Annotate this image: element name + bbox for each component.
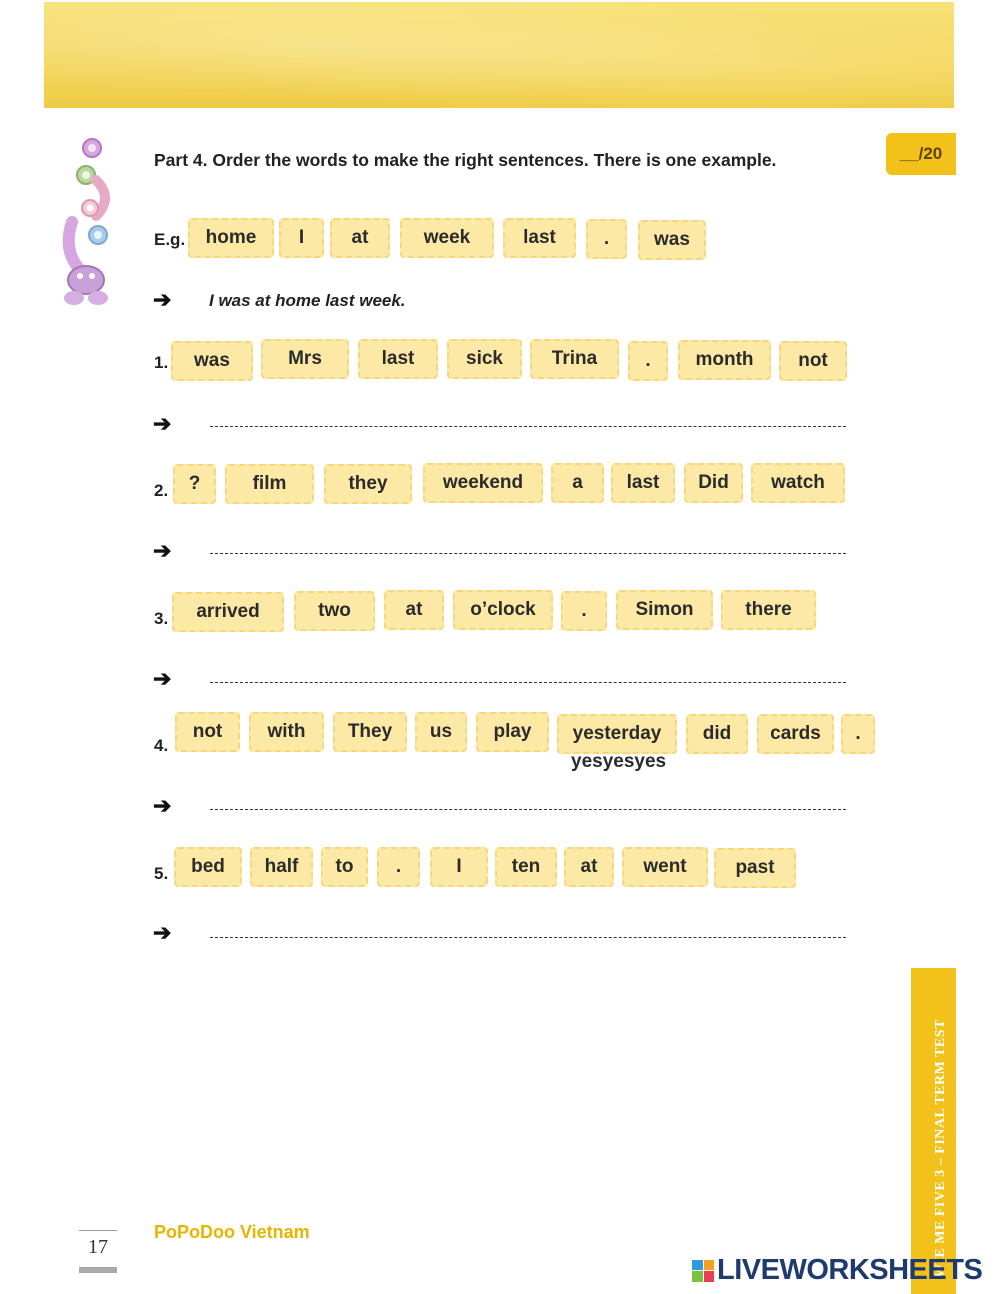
word-tile[interactable]: Did (684, 463, 743, 503)
word-tile[interactable]: watch (751, 463, 845, 503)
instruction-text: Part 4. Order the words to make the right sentences. There is one example. (154, 150, 777, 170)
word-tile[interactable]: last (611, 463, 675, 503)
score-badge: __/20 (886, 133, 956, 175)
example-label: E.g. (154, 230, 186, 249)
arrow-icon: ➔ (153, 666, 172, 691)
typed-text: yesyesyes (571, 751, 667, 772)
word-tile[interactable]: at (384, 590, 444, 630)
word-tile[interactable]: not (779, 341, 847, 381)
header-banner (44, 2, 954, 108)
question-2-label: 2. (154, 481, 169, 500)
word-tile[interactable]: o’clock (453, 590, 553, 630)
word-tile[interactable]: cards (757, 714, 834, 754)
question-3-label: 3. (154, 609, 169, 628)
word-tile[interactable]: film (225, 464, 314, 504)
word-tile[interactable]: sick (447, 339, 522, 379)
word-tile[interactable]: . (841, 714, 875, 754)
word-tile[interactable]: ? (173, 464, 216, 504)
word-tile[interactable]: . (628, 341, 668, 381)
arrow-icon: ➔ (153, 538, 172, 563)
side-tab (911, 968, 956, 1294)
word-tile[interactable]: at (330, 218, 390, 258)
word-tile[interactable]: at (564, 847, 614, 887)
watermark-text: LIVEWORKSHEETS (717, 1254, 983, 1286)
question-1-label: 1. (154, 353, 169, 372)
word-tile[interactable]: last (358, 339, 438, 379)
word-tile[interactable]: yesterday (557, 714, 677, 754)
answer-line-5[interactable] (210, 937, 846, 938)
word-tile[interactable]: last (503, 218, 576, 258)
question-4-label: 4. (154, 736, 169, 755)
word-tile[interactable]: us (415, 712, 467, 752)
word-tile[interactable]: They (333, 712, 407, 752)
word-tile[interactable]: was (638, 220, 706, 260)
page-number: 17 (79, 1230, 117, 1273)
word-tile[interactable]: Simon (616, 590, 713, 630)
side-tab-text: WIE ME FIVE 3 – FINAL TERM TEST (933, 1019, 948, 1278)
answer-line-1[interactable] (210, 426, 846, 427)
word-tile[interactable]: week (400, 218, 494, 258)
word-tile[interactable]: home (188, 218, 274, 258)
word-tile[interactable]: . (377, 847, 420, 887)
liveworksheets-logo-icon (692, 1260, 714, 1282)
example-answer: I was at home last week. (209, 291, 406, 310)
word-tile[interactable]: weekend (423, 463, 543, 503)
arrow-icon: ➔ (153, 287, 172, 312)
word-tile[interactable]: arrived (172, 592, 284, 632)
word-tile[interactable]: with (249, 712, 324, 752)
word-tile[interactable]: bed (174, 847, 242, 887)
word-tile[interactable]: there (721, 590, 816, 630)
liveworksheets-watermark (692, 1254, 982, 1287)
word-tile[interactable]: play (476, 712, 549, 752)
answer-line-2[interactable] (210, 553, 846, 554)
word-tile[interactable]: month (678, 340, 771, 380)
answer-line-3[interactable] (210, 682, 846, 683)
word-tile[interactable]: was (171, 341, 253, 381)
word-tile[interactable]: not (175, 712, 240, 752)
arrow-icon: ➔ (153, 411, 172, 436)
word-tile[interactable]: past (714, 848, 796, 888)
question-5-label: 5. (154, 864, 169, 883)
popodoo-mascot-icon (52, 130, 122, 310)
arrow-icon: ➔ (153, 920, 172, 945)
answer-line-4[interactable] (210, 809, 846, 810)
word-tile[interactable]: Trina (530, 339, 619, 379)
word-tile[interactable]: I (430, 847, 488, 887)
word-tile[interactable]: did (686, 714, 748, 754)
word-tile[interactable]: half (250, 847, 313, 887)
word-tile[interactable]: went (622, 847, 708, 887)
word-tile[interactable]: ten (495, 847, 557, 887)
word-tile[interactable]: . (561, 591, 607, 631)
word-tile[interactable]: they (324, 464, 412, 504)
word-tile[interactable]: . (586, 219, 627, 259)
word-tile[interactable]: to (321, 847, 368, 887)
word-tile[interactable]: Mrs (261, 339, 349, 379)
brand-name: PoPoDoo Vietnam (154, 1222, 310, 1242)
arrow-icon: ➔ (153, 793, 172, 818)
word-tile[interactable]: I (279, 218, 324, 258)
word-tile[interactable]: a (551, 463, 604, 503)
word-tile[interactable]: two (294, 591, 375, 631)
